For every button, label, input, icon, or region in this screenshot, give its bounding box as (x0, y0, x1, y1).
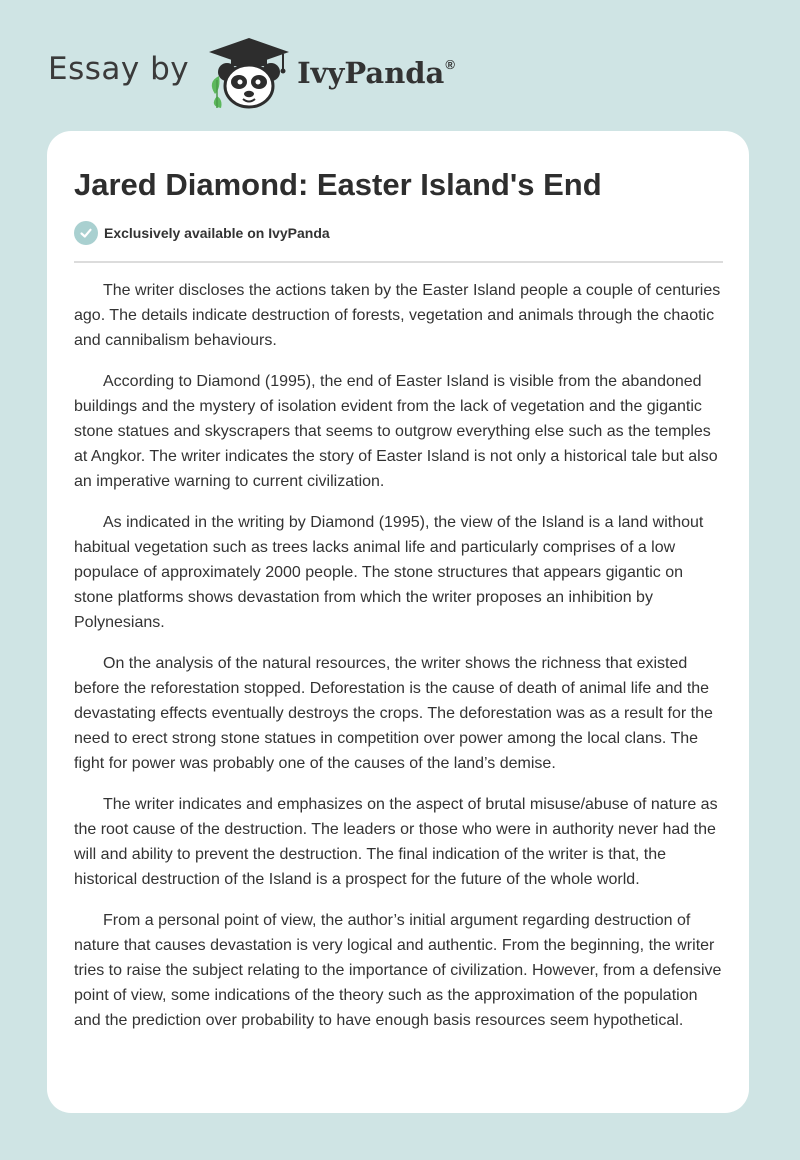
badge-label: Exclusively available on IvyPanda (104, 225, 330, 241)
essay-body (74, 278, 726, 1049)
brand-text: IvyPanda (297, 56, 445, 90)
checkmark-icon (74, 221, 98, 245)
page-title: Jared Diamond: Easter Island's End (74, 167, 602, 202)
paragraph: From a personal point of view, the author’s initial argument regarding destruction of nature that causes devastation is very logical and authentic. From the beginning, the writer tries to raise the subject relating to the importance of civilization. However, from a defensive point of view, some indications of the theory such as the approximation of the population and the prediction over probability to have enough basis resources seem hypothetical. (74, 912, 722, 1029)
ivypanda-logo-icon[interactable] (205, 36, 293, 110)
brand-name[interactable] (297, 56, 455, 90)
essay-card (47, 131, 749, 1113)
divider (74, 261, 723, 263)
exclusive-badge (74, 221, 330, 245)
paragraph: On the analysis of the natural resources, the writer shows the richness that existed before the reforestation stopped. Deforestation is the cause of death of animal life and the devastating effects eventually destroys the crops. The deforestation was as a result for the need to erect strong stone statues in competition over power among the local clans. The fight for power was probably one of the causes of the land’s demise. (74, 655, 713, 772)
site-header (48, 36, 455, 110)
paragraph: The writer indicates and emphasizes on the aspect of brutal misuse/abuse of nature as the root cause of the destruction. The leaders or those who were in authority never had the will and ability to prevent the destruction. The final indication of the writer is that, the historical destruction of the Island is a prospect for the future of the whole world. (74, 796, 718, 888)
essay-by-label: Essay by (48, 51, 190, 87)
paragraph: As indicated in the writing by Diamond (1995), the view of the Island is a land without habitual vegetation such as trees lacks animal life and particularly comprises of a low populace of approximately 2000 people. The stone structures that appears gigantic on stone platforms shows devastation from which the writer proposes an inhibition by Polynesians. (74, 514, 704, 631)
registered-mark: ® (445, 57, 455, 72)
paragraph: According to Diamond (1995), the end of Easter Island is visible from the abandoned buildings and the mystery of isolation evident from the lack of vegetation and the gigantic stone statues and skyscrapers that seems to outgrow everything else such as the temples at Angkor. The writer indicates the story of Easter Island is not only a historical tale but also an imperative warning to current civilization. (74, 373, 718, 490)
paragraph: The writer discloses the actions taken by the Easter Island people a couple of centuries ago. The details indicate destruction of forests, vegetation and animals through the chaotic and cannibalism behaviours. (74, 282, 721, 349)
